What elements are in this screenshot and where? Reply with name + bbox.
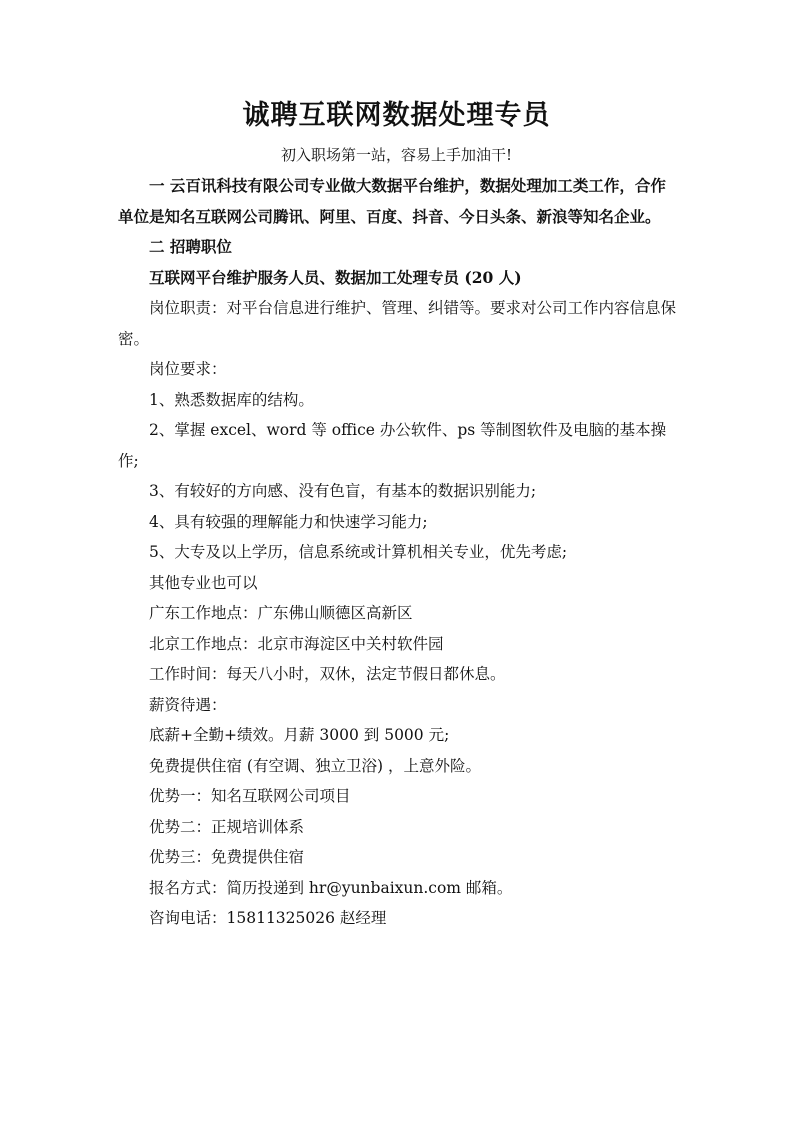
beijing-location: 北京工作地点：北京市海淀区中关村软件园 xyxy=(149,634,444,653)
company-intro-paragraph: 一 云百讯科技有限公司专业做大数据平台维护，数据处理加工类工作，合作单位是知名互联网公司腾讯、阿里、百度、抖音、今日头条、新浪等知名企业。 xyxy=(118,176,666,226)
contact-phone: 咨询电话：15811325026 赵经理 xyxy=(149,909,387,927)
requirement-item: 4、具有较强的理解能力和快速学习能力; xyxy=(149,512,428,531)
salary-detail: 底薪+全勤+绩效。月薪 3000 到 5000 元; xyxy=(149,726,450,744)
advantage-item: 优势二：正规培训体系 xyxy=(149,817,305,836)
document-body xyxy=(118,171,678,934)
advantage-item: 优势三：免费提供住宿 xyxy=(149,848,305,866)
application-method: 报名方式：简历投递到 hr@yunbaixun.com 邮箱。 xyxy=(149,878,513,897)
salary-heading: 薪资待遇： xyxy=(149,695,227,714)
working-hours: 工作时间：每天八小时，双休，法定节假日都休息。 xyxy=(149,665,506,683)
requirement-item: 3、有较好的方向感、没有色盲，有基本的数据识别能力; xyxy=(149,482,537,500)
accommodation-detail: 免费提供住宿 (有空调、独立卫浴) ，上意外险。 xyxy=(149,756,481,775)
advantage-item: 优势一：知名互联网公司项目 xyxy=(149,787,351,805)
section-heading-positions: 二 招聘职位 xyxy=(149,237,232,256)
position-title: 互联网平台维护服务人员、数据加工处理专员 (20 人) xyxy=(149,267,522,287)
requirement-item: 1、熟悉数据库的结构。 xyxy=(149,390,314,409)
requirement-item: 5、大专及以上学历，信息系统或计算机相关专业，优先考虑; xyxy=(149,543,568,561)
job-duties: 岗位职责：对平台信息进行维护、管理、纠错等。要求对公司工作内容信息保密。 xyxy=(118,299,677,348)
requirement-item: 2、掌握 excel、word 等 office 办公软件、ps 等制图软件及电脑的基本操作; xyxy=(118,421,667,470)
requirements-heading: 岗位要求： xyxy=(149,360,227,378)
guangdong-location: 广东工作地点：广东佛山顺德区高新区 xyxy=(149,604,413,622)
document-title: 诚聘互联网数据处理专员 xyxy=(242,100,551,131)
other-majors-note: 其他专业也可以 xyxy=(149,573,258,592)
document-subtitle: 初入职场第一站，容易上手加油干! xyxy=(280,146,513,164)
